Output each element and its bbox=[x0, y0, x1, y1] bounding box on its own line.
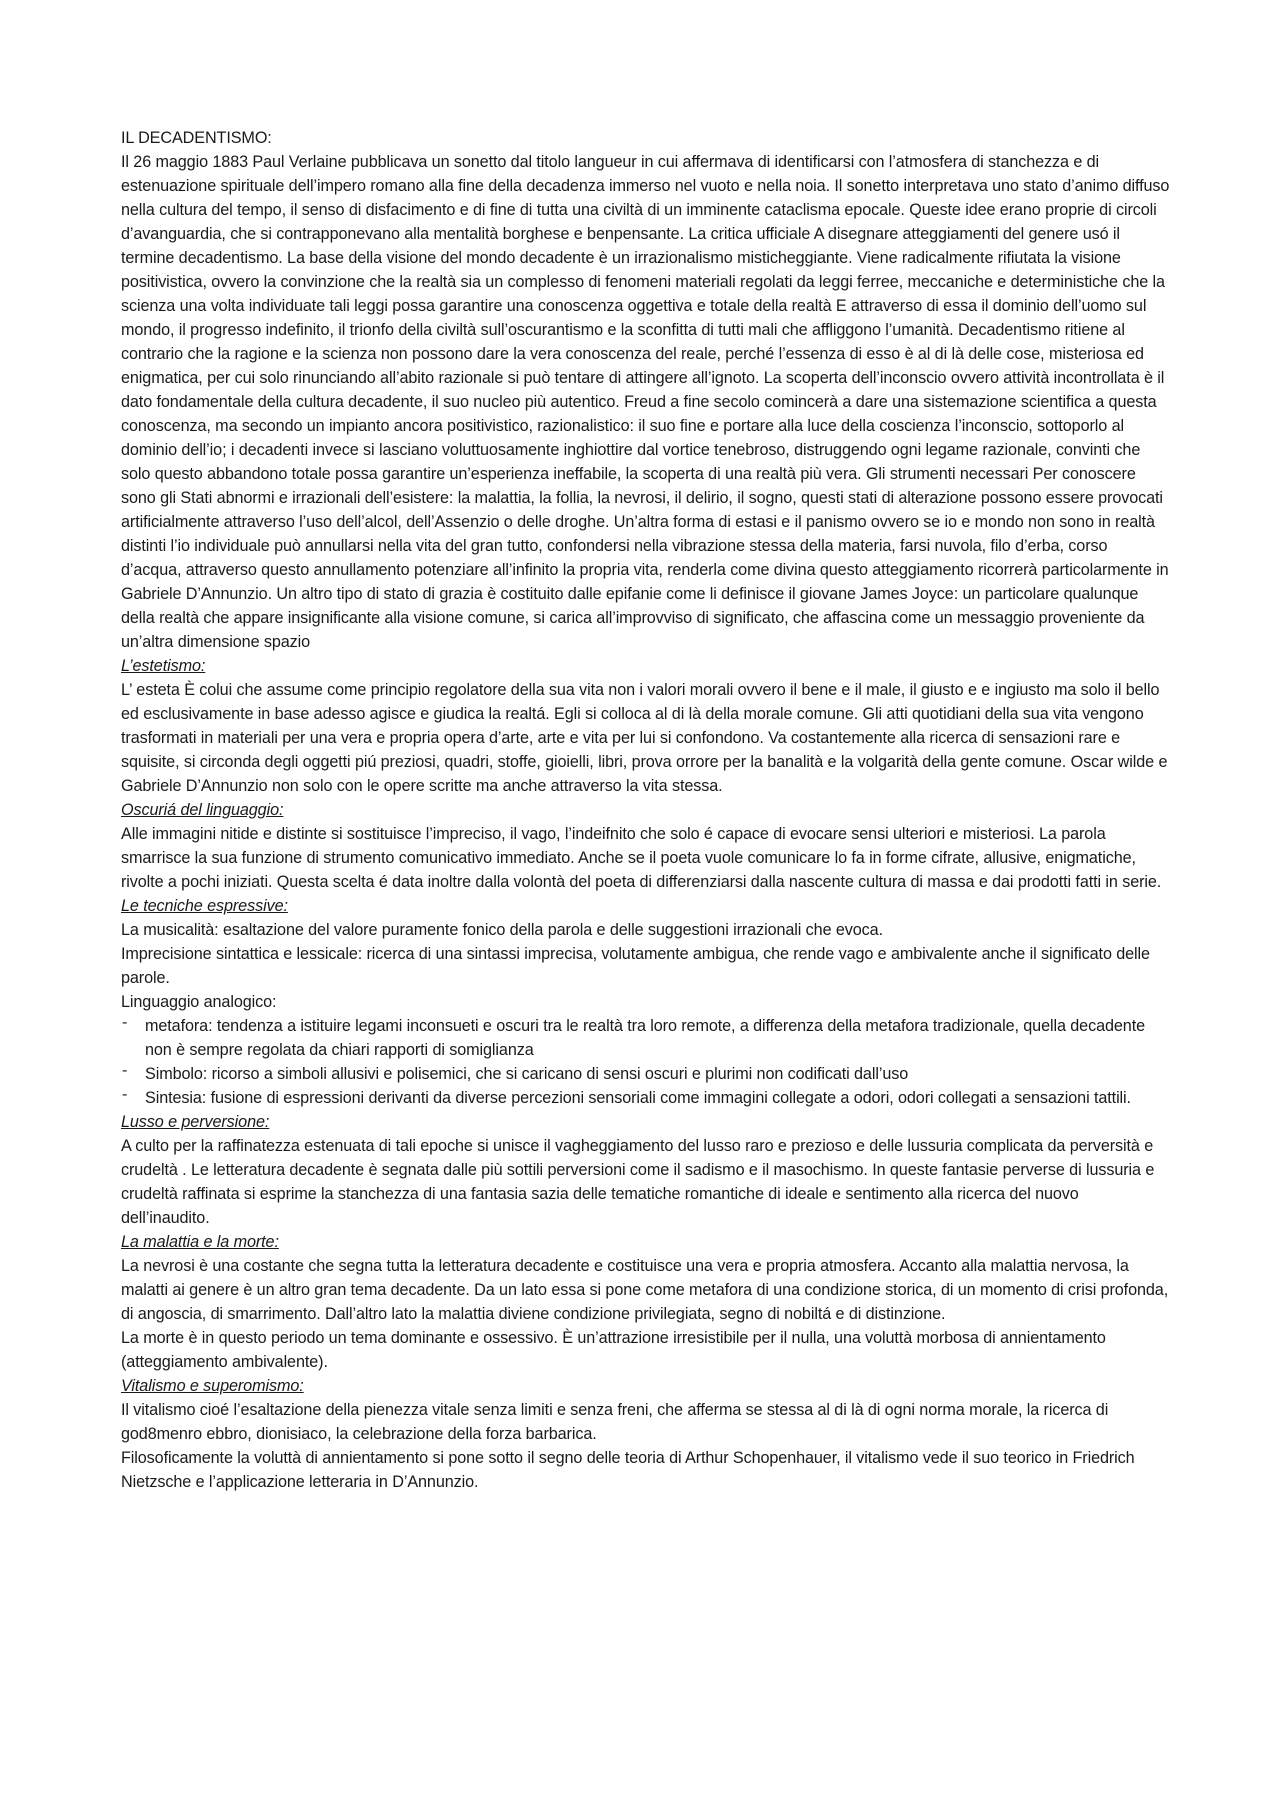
heading-vitalismo: Vitalismo e superomismo: bbox=[121, 1377, 304, 1395]
heading-malattia: La malattia e la morte: bbox=[121, 1233, 279, 1251]
paragraph-estetismo: L’ esteta È colui che assume come principio regolatore della sua vita non i valori morali ovvero il bene e il male, il giusto e e ingiusto ma solo il bello ed esclusivamente in base adesso agisce e giudica la realtá. Egli si colloca al di là della morale comune. Gli atti quotidiani della sua vita vengono trasformati in materiali per una vera e propria opera d’arte, arte e vita per lui si confondono. Va costantemente alla ricerca di sensazioni rare e squisite, si circonda degli oggetti piú preziosi, quadri, stoffe, gioielli, libri, prova orrore per la banalità e la volgarità della gente comune. Oscar wilde e Gabriele D’Annunzio non solo con le opere scritte ma anche attraverso la vita stessa. bbox=[121, 681, 1168, 795]
paragraph-imprecisione: Imprecisione sintattica e lessicale: ricerca di una sintassi imprecisa, volutamente ambigua, che rende vago e ambivalente anche il significato delle parole. bbox=[121, 945, 1150, 987]
intro-paragraph: Il 26 maggio 1883 Paul Verlaine pubblicava un sonetto dal titolo langueur in cui affermava di identificarsi con l’atmosfera di stanchezza e di estenuazione spirituale dell’impero romano alla fine della decadenza immerso nel vuoto e nella noia. Il sonetto interpretava uno stato d’animo diffuso nella cultura del tempo, il senso di disfacimento e di fine di tutta una civiltà di un imminente cataclisma epocale. Queste idee erano proprie di circoli d’avanguardia, che si contrapponevano alla mentalità borghese e benpensante. La critica ufficiale A disegnare atteggiamenti del genere usó il termine decadentismo. La base della visione del mondo decadente è un irrazionalismo misticheggiante. Viene radicalmente rifiutata la visione positivistica, ovvero la convinzione che la realtà sia un complesso di fenomeni materiali regolati da leggi ferree, meccaniche e deterministiche che la scienza una volta individuate tali leggi possa garantire una conoscenza oggettiva e totale della realtà E attraverso di essa il dominio dell’uomo sul mondo, il progresso indefinito, il trionfo della civiltà sull’oscurantismo e la sconfitta di tutti mali che affliggono l’umanità. Decadentismo ritiene al contrario che la ragione e la scienza non possono dare la vera conoscenza del reale, perché l’essenza di esso è al di là delle cose, misteriosa ed enigmatica, per cui solo rinunciando all’abito razionale si può tentare di attingere all’ignoto. La scoperta dell’inconscio ovvero attività incontrollata è il dato fondamentale della cultura decadente, il suo nucleo più autentico. Freud a fine secolo comincerà a dare una sistemazione scientifica a questa conoscenza, ma secondo un impianto ancora positivistico, razionalistico: il suo fine e portare alla luce della coscienza l’inconscio, sottoporlo al dominio dell’io; i decadenti invece si lasciano voluttuosamente inghiottire dal vortice tenebroso, distruggendo ogni legame razionale, convinti che solo questo abbandono totale possa garantire un’esperienza ineffabile, la scoperta di una realtà più vera. Gli strumenti necessari Per conoscere sono gli Stati abnormi e irrazionali dell’esistere: la malattia, la follia, la nevrosi, il delirio, il sogno, questi stati di alterazione possono essere provocati artificialmente attraverso l’uso dell’alcol, dell’Assenzio o delle droghe. Un’altra forma di estasi e il panismo ovvero se io e mondo non sono in realtà distinti l’io individuale può annullarsi nella vita del gran tutto, confondersi nella vibrazione stessa della materia, farsi nuvola, filo d’erba, corso d’acqua, attraverso questo annullamento potenziare all’infinito la propria vita, renderla come divina questo atteggiamento ricorrerà particolarmente in Gabriele D’Annunzio. Un altro tipo di stato di grazia è costituito dalle epifanie come li definisce il giovane James Joyce: un particolare qualunque della realtà che appare insignificante alla visione comune, si carica all’improvviso di significato, che affascina come un messaggio proveniente da un’altra dimensione spazio bbox=[121, 153, 1170, 651]
list-item-text: Sintesia: fusione di espressioni derivanti da diverse percezioni sensoriali come immagini collegate a odori, odori collegati a sensazioni tattili. bbox=[145, 1089, 1131, 1107]
paragraph-musicalita: La musicalità: esaltazione del valore puramente fonico della parola e delle suggestioni irrazionali che evoca. bbox=[121, 921, 883, 939]
dash-bullet-icon: - bbox=[122, 1014, 128, 1031]
paragraph-malattia-2: La morte è in questo periodo un tema dominante e ossessivo. È un’attrazione irresistibile per il nulla, una voluttà morbosa di annientamento (atteggiamento ambivalente). bbox=[121, 1329, 1106, 1371]
heading-tecniche: Le tecniche espressive: bbox=[121, 897, 288, 915]
dash-bullet-icon: - bbox=[122, 1062, 128, 1079]
paragraph-linguaggio-analogico: Linguaggio analogico: bbox=[121, 993, 277, 1011]
heading-oscurita: Oscuriá del linguaggio: bbox=[121, 801, 284, 819]
heading-lusso: Lusso e perversione: bbox=[121, 1113, 270, 1131]
paragraph-oscurita: Alle immagini nitide e distinte si sostituisce l’impreciso, il vago, l’indeifnito che solo é capace di evocare sensi ulteriori e misteriosi. La parola smarrisce la sua funzione di strumento comunicativo immediato. Anche se il poeta vuole comunicare lo fa in forme cifrate, allusive, enigmatiche, rivolte a pochi iniziati. Questa scelta é data inoltre dalla volontà del poeta di differenziarsi dalla nascente cultura di massa e dai prodotti fatti in serie. bbox=[121, 825, 1162, 891]
list-item bbox=[121, 1086, 1171, 1110]
list-item-text: Simbolo: ricorso a simboli allusivi e polisemici, che si caricano di sensi oscuri e plurimi non codificati dall’uso bbox=[145, 1065, 909, 1083]
paragraph-lusso: A culto per la raffinatezza estenuata di tali epoche si unisce il vagheggiamento del lusso raro e prezioso e delle lussuria complicata da perversità e crudeltà . Le letteratura decadente è segnata dalle più sottili perversioni come il sadismo e il masochismo. In queste fantasie perverse di lussuria e crudeltà raffinata si esprime la stanchezza di una fantasia sazia delle tematiche romantiche di ideale e sentimento alla ricerca del nuovo dell’inaudito. bbox=[121, 1137, 1155, 1227]
heading-estetismo: L’estetismo: bbox=[121, 657, 206, 675]
list-item bbox=[121, 1014, 1171, 1062]
list-item bbox=[121, 1062, 1171, 1086]
paragraph-vitalismo-2: Filosoficamente la voluttà di annientamento si pone sotto il segno delle teoria di Arthur Schopenhauer, il vitalismo vede il suo teorico in Friedrich Nietzsche e l’applicazione letteraria in D’Annunzio. bbox=[121, 1449, 1135, 1491]
document-title: IL DECADENTISMO: bbox=[121, 129, 272, 147]
dash-bullet-icon: - bbox=[122, 1086, 128, 1103]
analogic-techniques-list bbox=[121, 1014, 1171, 1110]
paragraph-vitalismo-1: Il vitalismo cioé l’esaltazione della pienezza vitale senza limiti e senza freni, che afferma se stessa al di là di ogni norma morale, la ricerca di god8menro ebbro, dionisiaco, la celebrazione della forza barbarica. bbox=[121, 1401, 1109, 1443]
list-item-text: metafora: tendenza a istituire legami inconsueti e oscuri tra le realtà tra loro remote, a differenza della metafora tradizionale, quella decadente non è sempre regolata da chiari rapporti di somiglianza bbox=[145, 1017, 1145, 1059]
paragraph-malattia-1: La nevrosi è una costante che segna tutta la letteratura decadente e costituisce una vera e propria atmosfera. Accanto alla malattia nervosa, la malatti ai genere è un altro gran tema decadente. Da un lato essa si pone come metafora di una condizione storica, di un momento di crisi profonda, di angoscia, di smarrimento. Dall’altro lato la malattia diviene condizione privilegiata, segno di nobiltá e di distinzione. bbox=[121, 1257, 1169, 1323]
document-page bbox=[121, 126, 1171, 1494]
